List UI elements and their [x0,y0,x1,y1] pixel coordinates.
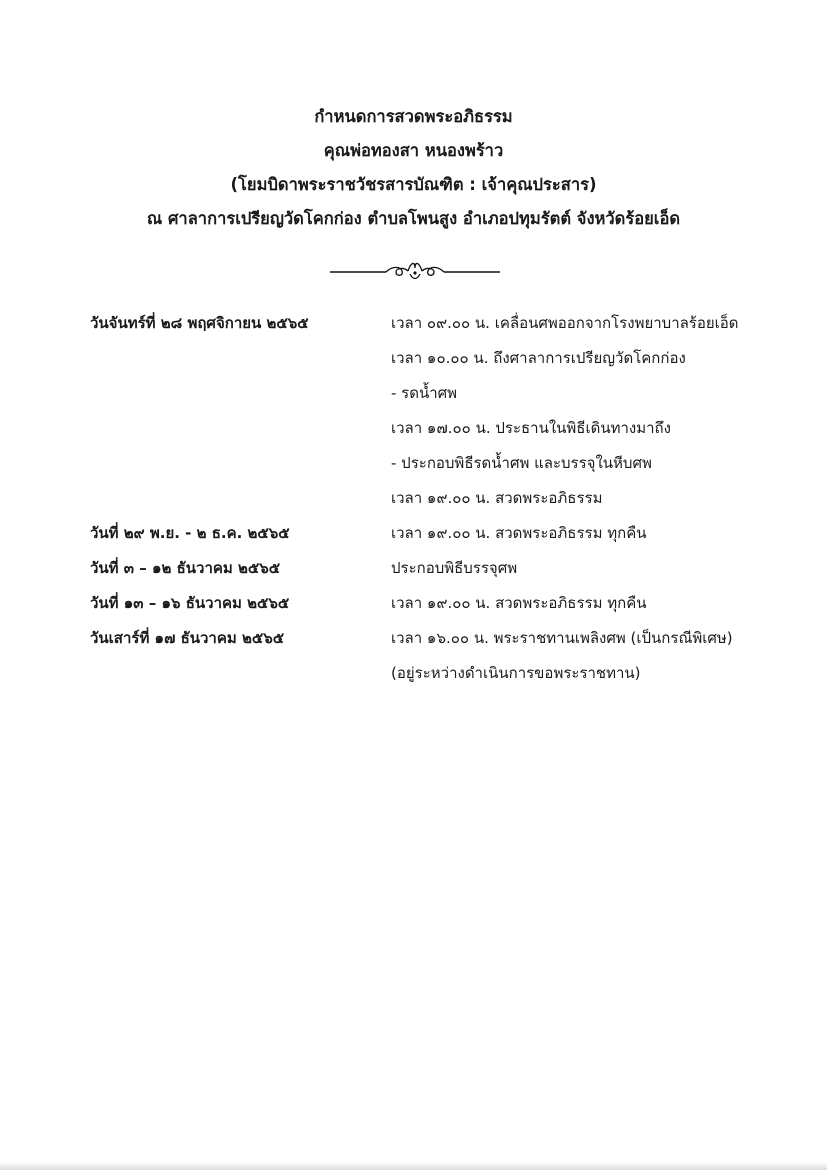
schedule-item: เวลา ๑๙.๐๐ น. สวดพระอภิธรรม ทุกคืน [391,524,647,542]
schedule-item: เวลา ๐๙.๐๐ น. เคลื่อนศพออกจากโรงพยาบาลร้อยเอ็ด [391,314,739,332]
schedule-list [0,306,827,691]
document-header [0,100,827,236]
schedule-item: - ประกอบพิธีรดน้ำศพ และบรรจุในหีบศพ [391,454,652,472]
schedule-row [0,446,827,481]
schedule-item: เวลา ๑๐.๐๐ น. ถึงศาลาการเปรียญวัดโคกก่อง [391,349,686,367]
schedule-date: วันที่ ๓ – ๑๒ ธันวาคม ๒๕๖๕ [90,559,281,577]
schedule-row [0,341,827,376]
header-relation: (โยมบิดาพระราชวัชรสารบัณฑิต : เจ้าคุณประสาร) [230,175,597,194]
schedule-item: ประกอบพิธีบรรจุศพ [391,559,518,577]
schedule-item: เวลา ๑๗.๐๐ น. ประธานในพิธีเดินทางมาถึง [391,419,671,437]
schedule-row [0,586,827,621]
schedule-date: วันจันทร์ที่ ๒๘ พฤศจิกายน ๒๕๖๕ [90,314,309,332]
schedule-item: เวลา ๑๙.๐๐ น. สวดพระอภิธรรม [391,489,603,507]
scan-edge [0,1162,827,1170]
schedule-item: - รดน้ำศพ [391,384,458,402]
schedule-item: (อยู่ระหว่างดำเนินการขอพระราชทาน) [391,664,641,682]
schedule-row [0,411,827,446]
schedule-row [0,656,827,691]
schedule-row [0,551,827,586]
schedule-date: วันเสาร์ที่ ๑๗ ธันวาคม ๒๕๖๕ [90,629,285,647]
schedule-row [0,516,827,551]
header-venue: ณ ศาลาการเปรียญวัดโคกก่อง ตำบลโพนสูง อำเภอปทุมรัตต์ จังหวัดร้อยเอ็ด [146,209,681,228]
schedule-item: เวลา ๑๖.๐๐ น. พระราชทานเพลิงศพ (เป็นกรณีพิเศษ) [391,629,733,647]
schedule-row [0,621,827,656]
header-title: กำหนดการสวดพระอภิธรรม [314,107,513,126]
header-deceased-name: คุณพ่อทองสา หนองพร้าว [323,141,504,160]
schedule-item: เวลา ๑๙.๐๐ น. สวดพระอภิธรรม ทุกคืน [391,594,647,612]
schedule-row [0,481,827,516]
scroll-flourish-icon [330,258,500,282]
schedule-row [0,306,827,341]
schedule-date: วันที่ ๑๓ – ๑๖ ธันวาคม ๒๕๖๕ [90,594,290,612]
schedule-date: วันที่ ๒๙ พ.ย. - ๒ ธ.ค. ๒๕๖๕ [90,524,290,542]
schedule-row [0,376,827,411]
